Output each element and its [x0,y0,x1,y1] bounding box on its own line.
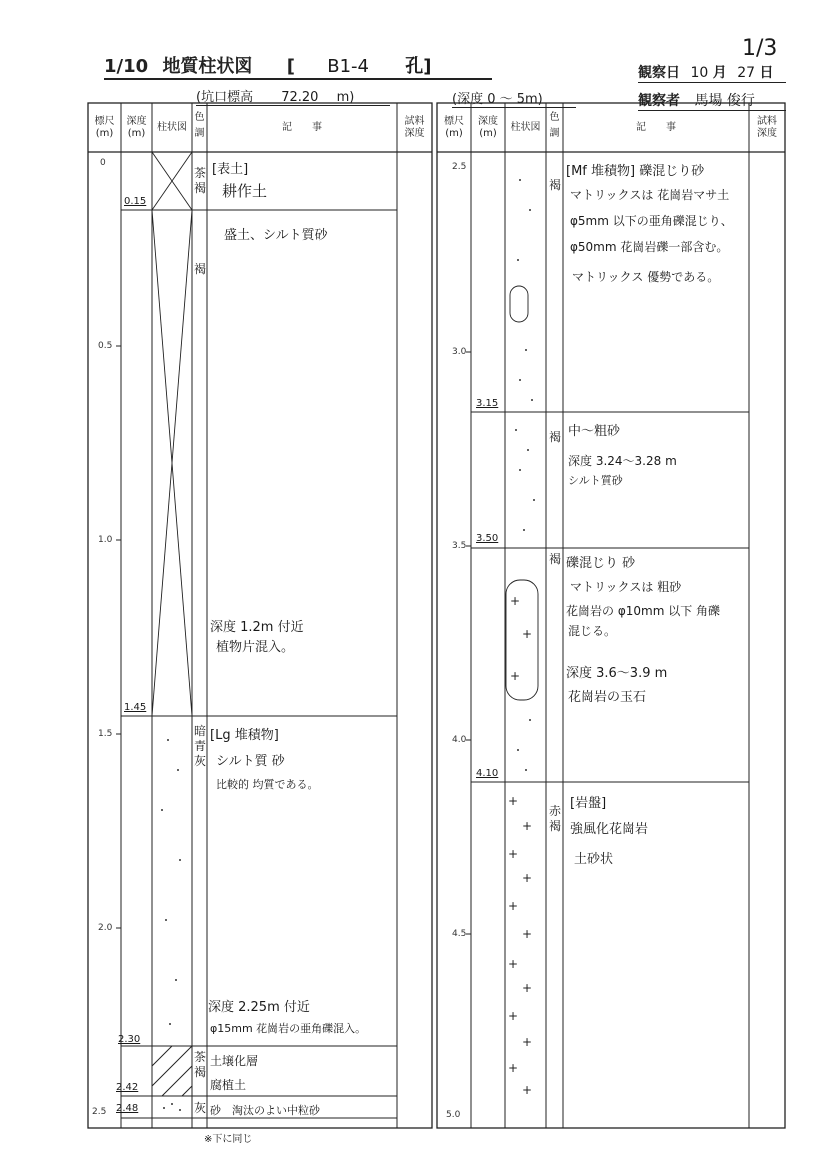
date-day: 27 [737,65,756,81]
title-scale: 1/10 [104,56,149,77]
tick-left: 2.5 [92,1107,107,1117]
layer-bottom-depth: 2.48 [116,1103,139,1114]
layer-color: 褐 [548,552,561,566]
svg-text:+: + [508,899,519,913]
svg-text:+: + [522,1035,533,1049]
header-column-right: 柱状図 [510,122,541,133]
layer-description-line: [Mf 堆積物] 礫混じり砂 [566,164,705,179]
svg-text:+: + [510,669,521,683]
layer-bottom-depth: 1.45 [124,702,147,713]
tick-left: 0.5 [98,341,113,351]
svg-text:+: + [508,1009,519,1023]
layer-description-line: [表土] [212,162,249,177]
svg-text:+: + [510,594,521,608]
tick-right: 4.0 [452,735,467,745]
date-label: 観察日 [638,65,680,81]
layer-bottom-depth: 2.30 [118,1034,141,1045]
layer-note-line: 深度 1.2m 付近 [210,620,304,635]
layer-description-line: 腐植土 [210,1078,247,1092]
svg-text:+: + [508,794,519,808]
elevation-value: 72.20 [281,90,319,105]
layer-bottom-depth: 3.50 [476,533,499,544]
layer-description-line: 砂 淘汰のよい中粒砂 [210,1104,320,1117]
layer-description-line: シルト質砂 [568,474,623,487]
tick-right: 2.5 [452,162,467,172]
layer-bottom-depth: 2.42 [116,1082,139,1093]
depth-range: (深度 0 ～ 5m) [452,88,576,108]
svg-text:+: + [522,927,533,941]
layer-description-line: 礫混じり 砂 [566,556,636,571]
layer-description-line: 花崗岩の玉石 [568,690,647,705]
observer-name: 馬場 俊行 [694,93,755,109]
layer-note-line: 植物片混入。 [216,640,295,655]
layer-color: 赤褐 [548,804,561,833]
tick-right: 4.5 [452,929,467,939]
svg-text:+: + [508,847,519,861]
header-color-left: 色 調 [194,112,205,139]
layer-description-line: φ50mm 花崗岩礫一部含む。 [570,240,729,254]
header-description-right: 記 事 [636,122,676,133]
layer-color: 褐 [193,262,206,276]
tick-right: 5.0 [446,1110,461,1120]
svg-text:+: + [522,1083,533,1097]
title-name: 地質柱状図 [162,56,253,77]
layer-description-line: φ5mm 以下の亜角礫混じり、 [570,214,733,228]
layer-description-line: 花崗岩の φ10mm 以下 角礫 [566,604,721,618]
layer-description-line: [岩盤] [570,796,607,811]
layer-description-line: マトリックスは 粗砂 [570,580,682,594]
header-scale-left: 標尺 (m) [94,116,115,139]
layer-color: 褐 [548,178,561,192]
svg-text:+: + [522,627,533,641]
layer-description-line: マトリックス 優勢である。 [572,270,720,284]
layer-description-line: 盛土、シルト質砂 [224,228,328,243]
svg-text:+: + [522,871,533,885]
layer-description-line: 耕作土 [222,182,268,200]
layer-bottom-depth: 3.15 [476,398,499,409]
layer-color: 褐 [548,430,561,444]
elevation-unit: m) [336,90,355,105]
layer-description-line: 強風化花崗岩 [570,822,649,837]
layer-description-line: 比較的 均質である。 [216,778,319,791]
header-description-left: 記 事 [282,122,322,133]
layer-color: 灰 [193,1101,206,1115]
header-sample-right: 試料 深度 [757,116,777,139]
layer-color: 暗青灰 [193,724,206,768]
header-sample-left: 試料 深度 [404,116,425,139]
layer-note-line: φ15mm 花崗岩の亜角礫混入。 [210,1022,367,1035]
layer-description-line: 土砂状 [574,852,614,867]
title-bracket: [ [286,56,295,77]
tick-right: 3.5 [452,541,467,551]
svg-text:+: + [522,981,533,995]
page-number: 1/3 [742,36,778,61]
layer-description-line: シルト質 砂 [216,754,285,769]
observer-label: 観察者 [638,93,680,109]
tick-left: 0 [100,158,106,168]
hole-label: 孔] [405,56,432,77]
header-color-right: 色 調 [549,112,560,139]
tick-left: 2.0 [98,923,113,933]
layer-description-line: 土壌化層 [210,1054,259,1068]
tick-right: 3.0 [452,347,467,357]
footnote: ※下に同じ [204,1134,253,1145]
header-column-left: 柱状図 [157,122,187,133]
day-unit: 日 [759,65,774,81]
layer-description-line: 深度 3.6～3.9 m [566,666,668,681]
header-depth-left: 深度 (m) [126,116,147,139]
layer-description-line: マトリックスは 花崗岩マサ土 [570,188,730,202]
tick-left: 1.5 [98,729,113,739]
date-month: 10 [690,65,709,81]
layer-bottom-depth: 4.10 [476,768,499,779]
svg-text:+: + [508,957,519,971]
header-depth-right: 深度 (m) [478,116,498,139]
layer-note-line: 深度 2.25m 付近 [208,1000,310,1015]
elevation-label: (坑口標高 [196,90,254,105]
svg-text:+: + [508,1061,519,1075]
layer-description-line: [Lg 堆積物] [210,728,279,743]
layer-bottom-depth: 0.15 [124,196,147,207]
layer-color: 茶褐 [193,166,206,195]
layer-description-line: 混じる。 [568,624,617,638]
month-unit: 月 [712,65,727,81]
svg-text:+: + [522,819,533,833]
tick-left: 1.0 [98,535,113,545]
layer-color: 茶褐 [193,1050,206,1079]
borehole-id: B1-4 [327,56,369,77]
header-scale-right: 標尺 (m) [444,116,464,139]
layer-description-line: 深度 3.24～3.28 m [568,454,677,468]
layer-description-line: 中～粗砂 [568,424,621,439]
